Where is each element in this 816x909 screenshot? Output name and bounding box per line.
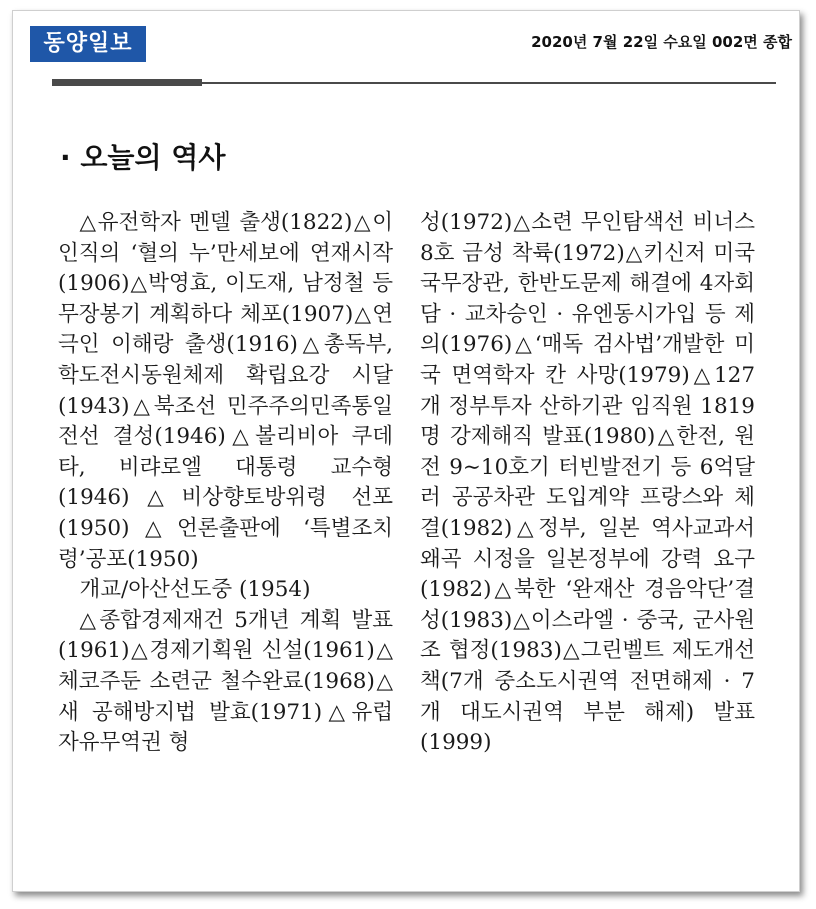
newspaper-logo: 동양일보: [30, 26, 146, 62]
header-rule-thick: [52, 79, 202, 86]
article-paragraph: △유전학자 멘델 출생(1822)△이인직의 ‘혈의 누’만세보에 연재시작(1906)△박영효, 이도재, 남정철 등 무장봉기 계획하다 체포(1907)△연극인 이해랑 출생(1916)△총독부, 학도전시동원체제 확립요강 시달(1943)△북조선 민주주의민족통일전선 결성(1946)△볼리비아 쿠데타, 비랴로엘 대통령 교수형(1946)△비상향토방위령 선포(1950)△언론출판에 ‘특별조치령’공포(1950): [58, 210, 393, 572]
issue-date-info: 2020년 7월 22일 수요일 002면 종합: [531, 33, 792, 51]
article-column-right: [420, 208, 755, 759]
article-paragraph: 개교/아산선도중 (1954): [79, 577, 311, 603]
article-column-left: [58, 208, 393, 759]
article-paragraph: △종합경제재건 5개년 계획 발표(1961)△경제기획원 신설(1961)△체코주둔 소련군 철수완료(1968)△새 공해방지법 발효(1971)△유럽 자유무역권 형: [58, 607, 393, 756]
header-rule-thin: [202, 82, 776, 84]
section-title: · 오늘의 역사: [60, 141, 226, 174]
article-paragraph: 성(1972)△소련 무인탐색선 비너스8호 금성 착륙(1972)△키신저 미국 국무장관, 한반도문제 해결에 4자회담 · 교차승인 · 유엔동시가입 등 제의(1976)△‘매독 검사법’개발한 미국 면역학자 칸 사망(1979)△127개 정부투자 산하기관 임직원 1819명 강제해직 발표(1980)△한전, 원전 9∼10호기 터빈발전기 등 6억달러 공공차관 도입계약 프랑스와 체결(1982)△정부, 일본 역사교과서 왜곡 시정을 일본정부에 강력 요구(1982)△북한 ‘완재산 경음악단’결성(1983)△이스라엘 · 중국, 군사원조 협정(1983)△그린벨트 제도개선책(7개 중소도시권역 전면해제 · 7개 대도시권역 부분 해제) 발표(1999): [420, 210, 755, 756]
